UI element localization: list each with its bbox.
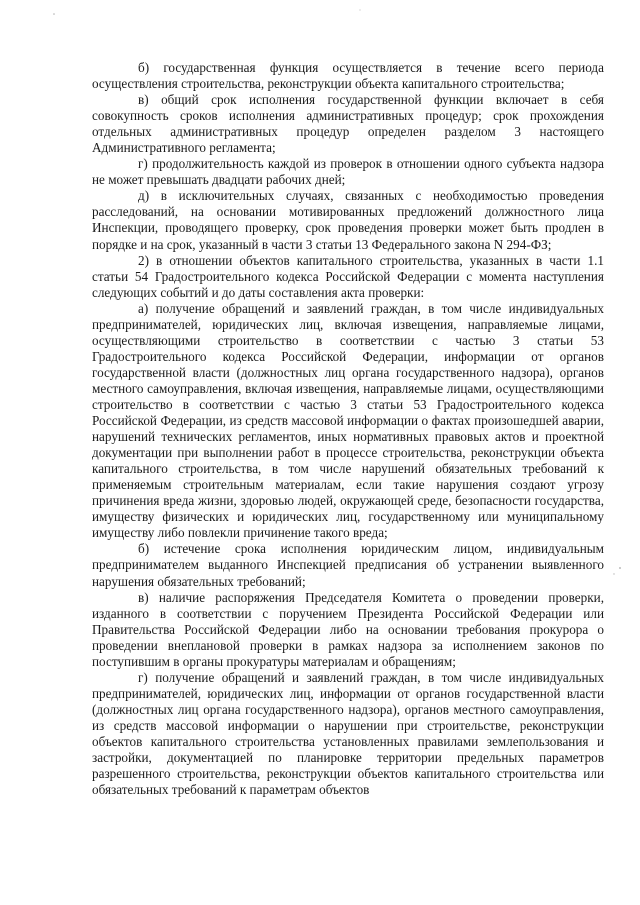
paragraph-g-violations-info: г) получение обращений и заявлений граждан, в том числе индивидуальных предпринимателей, юридических лиц, информации от органов государственной власти (должностных лиц органа государственного надзора), органов местного самоуправления, из средств массовой информации о нарушении при строительстве, реконструкции объектов капитального строительства установленных правилами землепользования и застройки, документацией по планировке территории предельных параметров разрешенного строительства, реконструкции объектов капитального строительства или обязательных требований к параметрам объектов xyxy=(92,669,604,798)
document-body xyxy=(92,60,604,798)
paragraph-b-order-expiry: б) истечение срока исполнения юридическим лицом, индивидуальным предпринимателем выданного Инспекцией предписания об устранении выявленного нарушения обязательных требований; xyxy=(92,541,604,589)
paragraph-b-function-period: б) государственная функция осуществляется в течение всего периода осуществления строительства, реконструкции объекта капитального строительства; xyxy=(92,60,604,92)
paragraph-d-extension: д) в исключительных случаях, связанных с необходимостью проведения расследований, на основании мотивированных предложений должностного лица Инспекции, проводящего проверку, срок проведения проверки может быть продлен в порядке и на срок, указанный в части 3 статьи 13 Федерального закона N 294-ФЗ; xyxy=(92,188,604,252)
paragraph-v-total-term: в) общий срок исполнения государственной функции включает в себя совокупность сроков исполнения административных процедур; срок прохождения отдельных административных процедур определен разделом 3 настоящего Административного регламента; xyxy=(92,92,604,156)
paragraph-2-capital-objects: 2) в отношении объектов капитального строительства, указанных в части 1.1 статьи 54 Градостроительного кодекса Российской Федерации с момента наступления следующих событий и до даты составления акта проверки: xyxy=(92,252,604,300)
paragraph-g-inspection-duration: г) продолжительность каждой из проверок в отношении одного субъекта надзора не может превышать двадцати рабочих дней; xyxy=(92,156,604,188)
paragraph-a-citizen-appeals: а) получение обращений и заявлений граждан, в том числе индивидуальных предпринимателей, юридических лиц, включая извещения, направляемые лицами, осуществляющими строительство в соответствии с частью 3 статьи 53 Градостроительного кодекса Российской Федерации, информации от органов государственной власти (должностных лиц органа государственного надзора), органов местного самоуправления, включая извещения, направляемые лицами, осуществляющими строительство в соответствии с частью 3 статьи 53 Градостроительного кодекса Российской Федерации, из средств массовой информации о фактах произошедшей аварии, нарушений технических регламентов, иных нормативных правовых актов и проектной документации при выполнении работ в процессе строительства, реконструкции объекта капитального строительства, в том числе нарушений обязательных требований к применяемым строительным материалам, если такие нарушения создают угрозу причинения вреда жизни, здоровью людей, окружающей среде, безопасности государства, имуществу физических и юридических лиц, государственному или муниципальному имуществу либо повлекли причинение такого вреда; xyxy=(92,300,604,541)
paragraph-v-chairman-order: в) наличие распоряжения Председателя Комитета о проведении проверки, изданного в соответствии с поручением Президента Российской Федерации или Правительства Российской Федерации либо на основании требования прокурора о проведении внеплановой проверки в рамках надзора за исполнением законов по поступившим в органы прокуратуры материалам и обращениям; xyxy=(92,589,604,669)
